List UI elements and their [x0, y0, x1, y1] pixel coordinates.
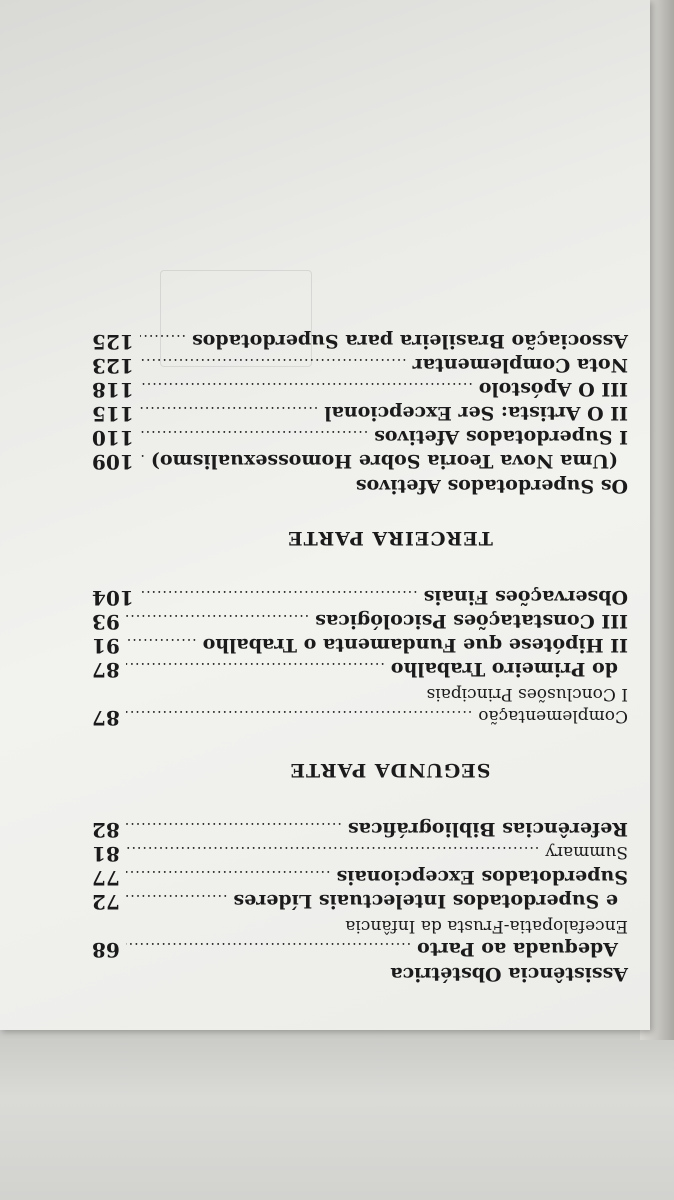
toc-entry-page: 72 [92, 890, 120, 914]
leader-dots [126, 863, 331, 887]
leader-dots [140, 375, 473, 399]
toc-entry-page: 68 [92, 938, 120, 962]
toc-entry-title: Superdotados Excepcionais [336, 866, 628, 888]
leader-dots [126, 815, 342, 839]
leader-dots [126, 631, 197, 655]
toc-entry [92, 938, 628, 962]
section-heading: SEGUNDA PARTE [289, 759, 491, 781]
toc-entry-title: III Constatações Psicológicas [315, 610, 628, 632]
toc-entry [92, 818, 628, 842]
leader-dots [126, 887, 228, 911]
toc-entry [92, 866, 628, 890]
leader-dots [140, 447, 145, 471]
toc-entry-title: Adequada ao Parto [417, 938, 618, 960]
toc-entry-title: Observações Finais [423, 586, 628, 608]
toc-entry-page: 91 [92, 634, 120, 658]
toc-entry-title: III O Apóstolo [478, 378, 628, 400]
toc-entry [92, 706, 628, 730]
toc-entry-page: 104 [92, 586, 134, 610]
toc-entry-page: 118 [92, 378, 134, 402]
leader-dots [140, 327, 186, 351]
toc-entry-title: II O Artista: Ser Excepcional [324, 402, 628, 424]
toc-entry-page: 87 [92, 658, 120, 682]
toc-line: Assistência Obstétrica [390, 963, 628, 985]
section-heading: TERCEIRA PARTE [287, 527, 493, 549]
toc-entry [92, 426, 628, 450]
toc-entry-page: 110 [92, 426, 134, 450]
toc-entry-page: 77 [92, 866, 120, 890]
toc-entry [92, 586, 628, 610]
toc-entry [92, 890, 628, 914]
leader-dots [126, 935, 411, 959]
leader-dots [126, 655, 385, 679]
toc-entry-title: II Hipótese que Fundamenta o Trabalho [202, 634, 628, 656]
leader-dots [140, 583, 418, 607]
toc-entry [92, 658, 628, 682]
toc-entry [92, 450, 628, 474]
toc-entry [92, 634, 628, 658]
toc-entry-title: I Superdotados Afetivos [374, 426, 628, 448]
toc-entry-page: 123 [92, 354, 134, 378]
leader-dots [126, 607, 309, 631]
toc-entry-title: Associação Brasileira para Superdotados [192, 330, 628, 352]
toc-entry [92, 610, 628, 634]
table-surface [0, 1030, 674, 1200]
toc-entry-title: Summary [545, 842, 628, 862]
leader-dots [140, 351, 407, 375]
leader-dots [140, 399, 319, 423]
toc-entry [92, 354, 628, 378]
toc-line: Encefalopatia-Frusta da Infância [345, 916, 628, 936]
toc-line: Os Superdotados Afetivos [355, 475, 628, 497]
toc-entry [92, 378, 628, 402]
toc-line: I Conclusões Principais [426, 684, 628, 704]
toc-entry [92, 842, 628, 866]
leader-dots [126, 839, 539, 863]
leader-dots [126, 703, 472, 727]
leader-dots [140, 423, 368, 447]
toc-entry-page: 115 [92, 402, 134, 426]
toc-entry-page: 87 [92, 706, 120, 730]
toc-entry-title: (Uma Nova Teoria Sobre Homossexualismo) [150, 450, 618, 472]
toc-entry-page: 125 [92, 330, 134, 354]
toc-entry-page: 93 [92, 610, 120, 634]
toc-entry-title: Nota Complementar [412, 354, 628, 376]
toc-entry-title: do Primeiro Trabalho [390, 658, 618, 680]
toc-entry [92, 402, 628, 426]
toc-entry-title: e Superdotados Intelectuais Líderes [233, 890, 618, 912]
toc-entry-page: 109 [92, 450, 134, 474]
toc-entry-title: Complementação [478, 706, 628, 726]
toc-entry-title: Referências Bibliográficas [347, 818, 628, 840]
toc-entry-page: 82 [92, 818, 120, 842]
toc-entry [92, 330, 628, 354]
toc-entry-page: 81 [92, 842, 120, 866]
